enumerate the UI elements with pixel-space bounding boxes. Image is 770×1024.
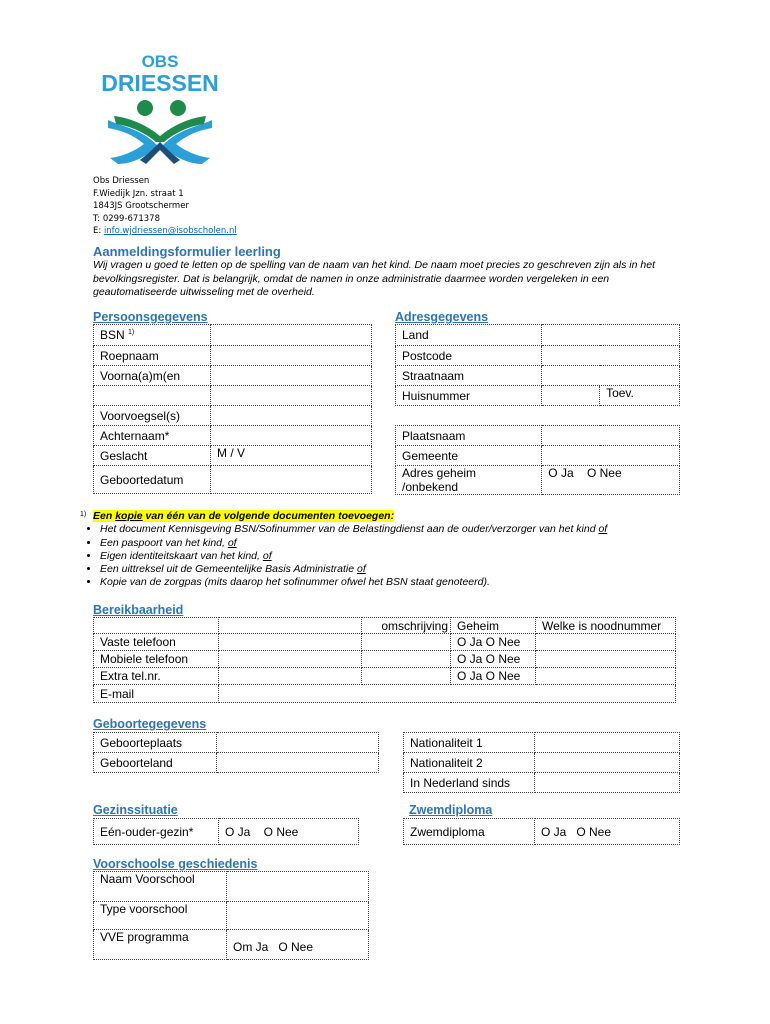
intro-text: Wij vragen u goed te letten op de spelling van de naam van het kind. De naam moet precies zo geschreven zijn als in het bevolkingsregister. Dat is belangrijk, omdat de namen in onze administratie daarmee worden vergeleken in een geautomatiseerde uitwisseling met de overheid. — [93, 259, 655, 298]
documents-list — [80, 523, 760, 589]
plaatsnaam-label: Plaatsnaam — [396, 426, 542, 446]
section-persoonsgegevens: Persoonsgegevens — [93, 310, 208, 324]
email-prefix: E: — [93, 226, 104, 236]
gezin-table — [93, 818, 359, 845]
address-postal: 1843JS Grootschermer — [93, 201, 189, 211]
bsn-label: BSN $^{1)}$ — [94, 325, 211, 346]
mobiele-telefoon-omschrijving[interactable] — [362, 651, 451, 668]
extra-tel-label: Extra tel.nr. — [94, 668, 219, 685]
section-adresgegevens: Adresgegevens — [395, 310, 489, 324]
address-email-line — [93, 225, 237, 238]
vaste-telefoon-geheim[interactable]: O Ja O Nee — [451, 634, 536, 651]
mobiele-telefoon-field[interactable] — [219, 651, 362, 668]
email-label: E-mail — [94, 685, 219, 703]
extra-tel-nood[interactable] — [536, 668, 676, 685]
roepnaam-label: Roepnaam — [94, 346, 211, 366]
header-empty — [94, 618, 219, 634]
land-label: Land — [396, 325, 542, 346]
adresgegevens-table — [395, 324, 680, 495]
document-item: • Eigen identiteitskaart van het kind, of — [100, 550, 760, 563]
voornamen-label: Voorna(a)m(en — [94, 366, 211, 386]
huisnummer-label: Huisnummer — [396, 386, 542, 406]
type-voorschool-label: Type voorschool — [94, 902, 227, 930]
extra-tel-field[interactable] — [219, 668, 362, 685]
toevoeging-field[interactable]: Toev. — [600, 386, 680, 406]
voorvoegsel-label: Voorvoegsel(s) — [94, 406, 211, 426]
form-title: Aanmeldingsformulier leerling — [93, 244, 281, 259]
geboortedatum-field[interactable] — [211, 466, 372, 494]
adres-geheim-label: Adres geheim /onbekend — [396, 466, 542, 495]
geboorte-left-table — [93, 732, 379, 773]
een-ouder-gezin-label: Eén-ouder-gezin* — [94, 819, 219, 845]
vve-label: VVE programma — [94, 930, 227, 960]
spacer — [396, 406, 542, 426]
vaste-telefoon-omschrijving[interactable] — [362, 634, 451, 651]
mobiele-telefoon-label: Mobiele telefoon — [94, 651, 219, 668]
geboorte-right-table — [403, 732, 680, 793]
een-ouder-gezin-options[interactable]: O Ja O Nee — [219, 819, 359, 845]
section-gezinssituatie: Gezinssituatie — [93, 803, 178, 817]
section-geboortegegevens: Geboortegegevens — [93, 717, 207, 731]
header-empty — [219, 618, 362, 634]
type-voorschool-field[interactable] — [227, 902, 369, 930]
spacer — [542, 406, 680, 426]
zwemdiploma-options[interactable]: O Ja O Nee — [535, 819, 680, 845]
huisnummer-field[interactable] — [542, 386, 600, 406]
vaste-telefoon-label: Vaste telefoon — [94, 634, 219, 651]
col-omschrijving: omschrijving — [362, 618, 451, 634]
nationaliteit1-label: Nationaliteit 1 — [404, 733, 535, 753]
documents-lead: 1) Een kopie van één van de volgende documenten toevoegen: — [80, 510, 395, 522]
postcode-label: Postcode — [396, 346, 542, 366]
email-field[interactable] — [219, 685, 676, 703]
geboorteplaats-field[interactable] — [217, 733, 379, 753]
section-zwemdiploma: Zwemdiploma — [409, 803, 493, 817]
document-item: • Het document Kennisgeving BSN/Sofinummer van de Belastingdienst aan de ouder/verzorger van het kind of — [100, 523, 760, 536]
email-link[interactable]: info.wjdriessen@isobscholen.nl — [103, 226, 237, 236]
mobiele-telefoon-geheim[interactable]: O Ja O Nee — [451, 651, 536, 668]
adres-geheim-options[interactable]: O Ja O Nee — [542, 466, 680, 495]
nationaliteit1-field[interactable] — [535, 733, 680, 753]
in-nederland-sinds-label: In Nederland sinds — [404, 773, 535, 793]
address-name: Obs Driessen — [93, 176, 150, 186]
gemeente-label: Gemeente — [396, 446, 542, 466]
school-logo — [100, 48, 220, 168]
land-field[interactable] — [542, 325, 680, 346]
naam-voorschool-label: Naam Voorschool — [94, 872, 227, 902]
straatnaam-label: Straatnaam — [396, 366, 542, 386]
bereikbaarheid-table — [93, 617, 676, 703]
col-noodnummer: Welke is noodnummer — [536, 618, 676, 634]
achternaam-field[interactable] — [211, 426, 372, 446]
voorschool-table — [93, 871, 369, 960]
geboorteplaats-label: Geboorteplaats — [94, 733, 217, 753]
nationaliteit2-label: Nationaliteit 2 — [404, 753, 535, 773]
geslacht-label: Geslacht — [94, 446, 211, 466]
section-voorschool: Voorschoolse geschiedenis — [93, 857, 258, 871]
extra-tel-omschrijving[interactable] — [362, 668, 451, 685]
logo-figures-icon — [100, 98, 220, 168]
geslacht-field[interactable]: M / V — [211, 446, 372, 466]
vaste-telefoon-field[interactable] — [219, 634, 362, 651]
logo-text-obs: OBS — [141, 52, 179, 71]
address-street: F.Wiedijk Jzn. straat 1 — [93, 188, 184, 199]
straatnaam-field[interactable] — [542, 366, 680, 386]
vve-options[interactable]: Om Ja O Nee — [227, 930, 369, 960]
mobiele-telefoon-nood[interactable] — [536, 651, 676, 668]
document-item: • Een uittreksel uit de Gemeentelijke Basis Administratie of — [100, 563, 760, 576]
voornamen-field[interactable] — [211, 366, 372, 386]
empty-label — [94, 386, 211, 406]
document-item: • Kopie van de zorgpas (mits daarop het sofinummer ofwel het BSN staat genoteerd). — [100, 576, 760, 589]
logo-text-driessen: DRIESSEN — [101, 70, 219, 96]
zwem-table — [403, 818, 680, 845]
extra-tel-geheim[interactable]: O Ja O Nee — [451, 668, 536, 685]
geboorteland-label: Geboorteland — [94, 753, 217, 773]
school-address — [93, 175, 237, 238]
section-bereikbaarheid: Bereikbaarheid — [93, 603, 184, 617]
gemeente-field[interactable] — [542, 446, 680, 466]
in-nederland-sinds-field[interactable] — [535, 773, 680, 793]
persoonsgegevens-table — [93, 324, 372, 494]
document-item: • Een paspoort van het kind, of — [100, 537, 760, 550]
voorvoegsel-field[interactable] — [211, 406, 372, 426]
col-geheim: Geheim — [451, 618, 536, 634]
zwemdiploma-label: Zwemdiploma — [404, 819, 535, 845]
geboorteland-field[interactable] — [217, 753, 379, 773]
address-phone: T: 0299-671378 — [93, 213, 160, 224]
postcode-field[interactable] — [542, 346, 680, 366]
plaatsnaam-field[interactable] — [542, 426, 680, 446]
vaste-telefoon-nood[interactable] — [536, 634, 676, 651]
documents-note — [80, 510, 760, 590]
extra-name-field[interactable] — [211, 386, 372, 406]
naam-voorschool-field[interactable] — [227, 872, 369, 902]
roepnaam-field[interactable] — [211, 346, 372, 366]
achternaam-label: Achternaam* — [94, 426, 211, 446]
nationaliteit2-field[interactable] — [535, 753, 680, 773]
bsn-field[interactable] — [211, 325, 372, 346]
geboortedatum-label: Geboortedatum — [94, 466, 211, 494]
